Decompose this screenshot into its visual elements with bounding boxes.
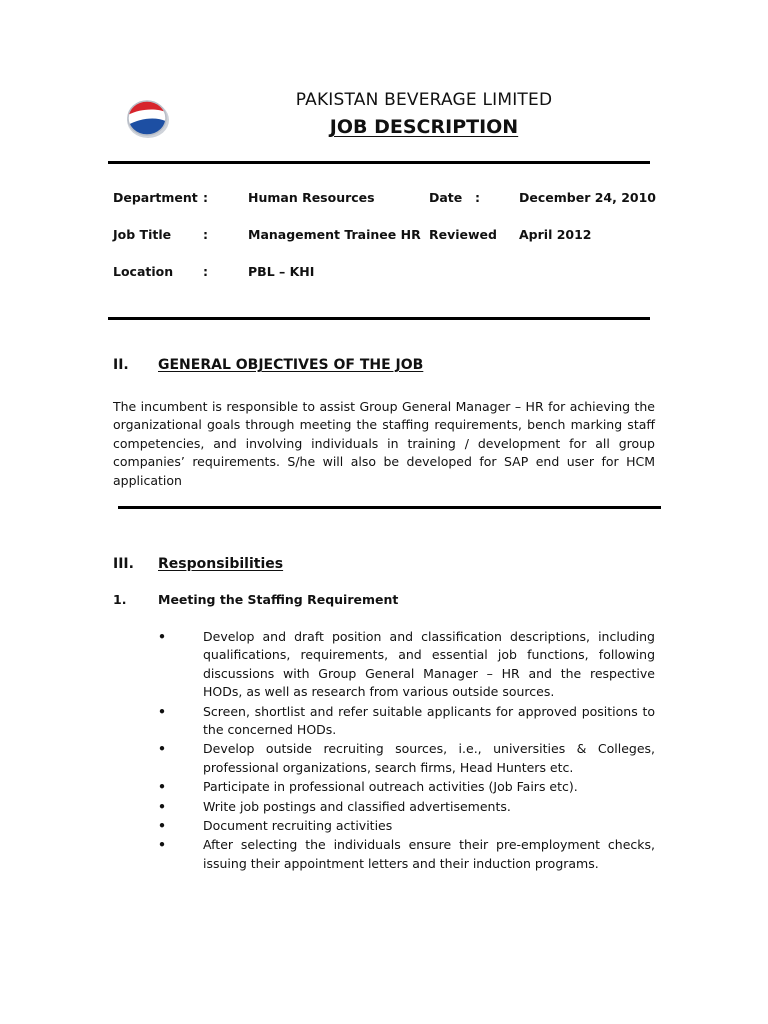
divider [118,506,661,509]
responsibility-list [158,628,655,874]
department-label: Department [113,190,198,205]
document-title: JOB DESCRIPTION [329,116,519,138]
bullet-icon: • [158,703,166,719]
colon: : [203,227,208,242]
bullet-icon: • [158,837,166,853]
objectives-paragraph: The incumbent is responsible to assist Group General Manager – HR for achieving the organizational goals through meeting the staffing requirements, bench marking staff competencies, and involving individuals in training / development for all group companies’ requirements. S/he will also be developed for SAP end user for HCM application [113,399,655,488]
reviewed-value: April 2012 [519,227,592,242]
list-item [158,778,655,796]
subsection-number: 1. [113,592,127,607]
colon: : [203,190,208,205]
list-item-text: Participate in professional outreach activities (Job Fairs etc). [203,779,578,795]
job-title-label: Job Title [113,227,172,242]
department-value: Human Resources [248,190,375,205]
list-item-text: Screen, shortlist and refer suitable applicants for approved positions to the concerned HODs. [203,703,655,738]
section-title-objectives: GENERAL OBJECTIVES OF THE JOB [158,357,424,373]
bullet-icon: • [158,741,166,757]
job-title-value: Management Trainee HR [248,227,421,242]
colon: : [475,190,480,205]
list-item-text: Develop outside recruiting sources, i.e., universities & Colleges, professional organizations, search firms, Head Hunters etc. [203,741,655,775]
section-title-responsibilities: Responsibilities [158,556,284,572]
bullet-icon: • [158,818,166,834]
list-item-text: Document recruiting activities [203,818,393,834]
bullet-icon: • [158,779,166,795]
subsection-title: Meeting the Staffing Requirement [158,592,399,607]
list-item [158,817,655,835]
company-name: PAKISTAN BEVERAGE LIMITED [295,90,553,110]
list-item [158,836,655,873]
list-item [158,740,655,777]
list-item [158,628,655,702]
divider [108,317,650,320]
location-label: Location [113,264,174,279]
section-number: III. [113,556,134,572]
list-item [158,798,655,816]
location-value: PBL – KHI [248,264,315,279]
date-label: Date [429,190,463,205]
date-value: December 24, 2010 [519,190,656,205]
bullet-icon: • [158,629,166,644]
section-number: II. [113,357,129,373]
list-item [158,703,655,740]
list-item-text: Write job postings and classified advertisements. [203,798,511,814]
list-item-text: Develop and draft position and classification descriptions, including qualifications, requirements, and essential job functions, following discussions with Group General Manager – HR and the respective HODs, as well as research from various outside sources. [203,629,655,700]
divider [108,161,650,164]
list-item-text: After selecting the individuals ensure their pre-employment checks, issuing their appointment letters and their induction programs. [203,837,655,871]
bullet-icon: • [158,798,166,814]
reviewed-label: Reviewed [429,227,497,242]
colon: : [203,264,208,279]
